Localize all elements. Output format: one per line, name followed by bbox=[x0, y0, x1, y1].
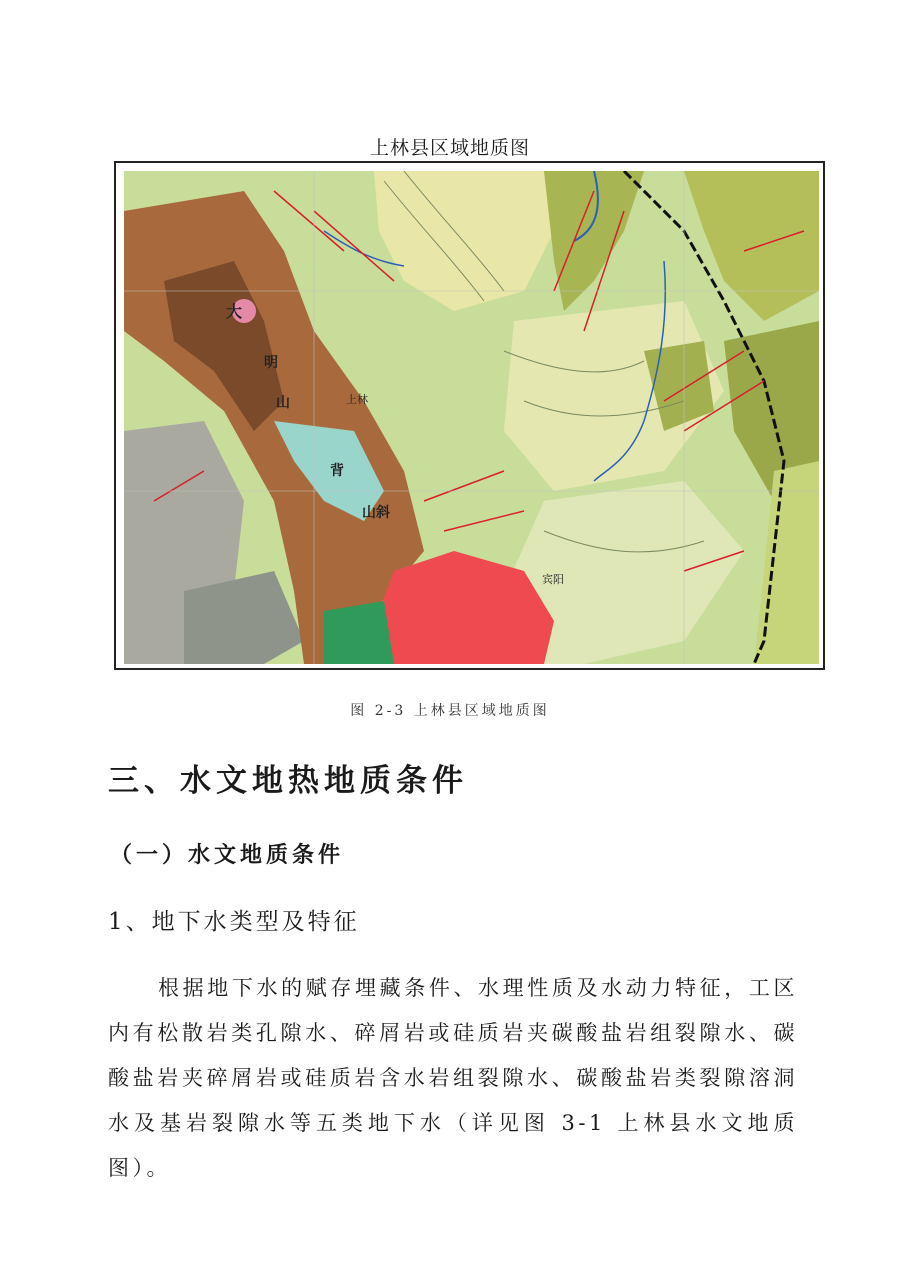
map-label-da: 大 bbox=[226, 302, 243, 321]
subsection-title: （一）水文地质条件 bbox=[110, 843, 345, 868]
section-title: 三、水文地热地质条件 bbox=[108, 763, 468, 799]
map-label-shanxie: 山斜 bbox=[362, 505, 390, 521]
figure-caption: 图 2-3 上林县区域地质图 bbox=[350, 703, 550, 719]
map-label-bei: 背 bbox=[330, 463, 344, 479]
subsubsection-title: 1、地下水类型及特征 bbox=[108, 909, 360, 935]
map-label-shan: 山 bbox=[276, 395, 290, 411]
map-label-ming: 明 bbox=[264, 355, 278, 371]
map-title: 上林县区域地质图 bbox=[369, 137, 530, 159]
green-body bbox=[324, 601, 394, 664]
body-paragraph: 根据地下水的赋存埋藏条件、水理性质及水动力特征，工区内有松散岩类孔隙水、碎屑岩或硅质岩夹碳酸盐岩组裂隙水、碳酸盐岩夹碎屑岩或硅质岩含水岩组裂隙水、碳酸盐岩类裂隙溶洞水及基岩裂隙水等五类地下水（详见图 3-1 上林县水文地质图）。 bbox=[108, 976, 798, 1180]
map-label-binyang: 宾阳 bbox=[542, 573, 564, 586]
map-label-shanglin: 上林 bbox=[346, 393, 368, 406]
geological-map bbox=[114, 161, 825, 670]
geological-map-image bbox=[124, 171, 819, 664]
